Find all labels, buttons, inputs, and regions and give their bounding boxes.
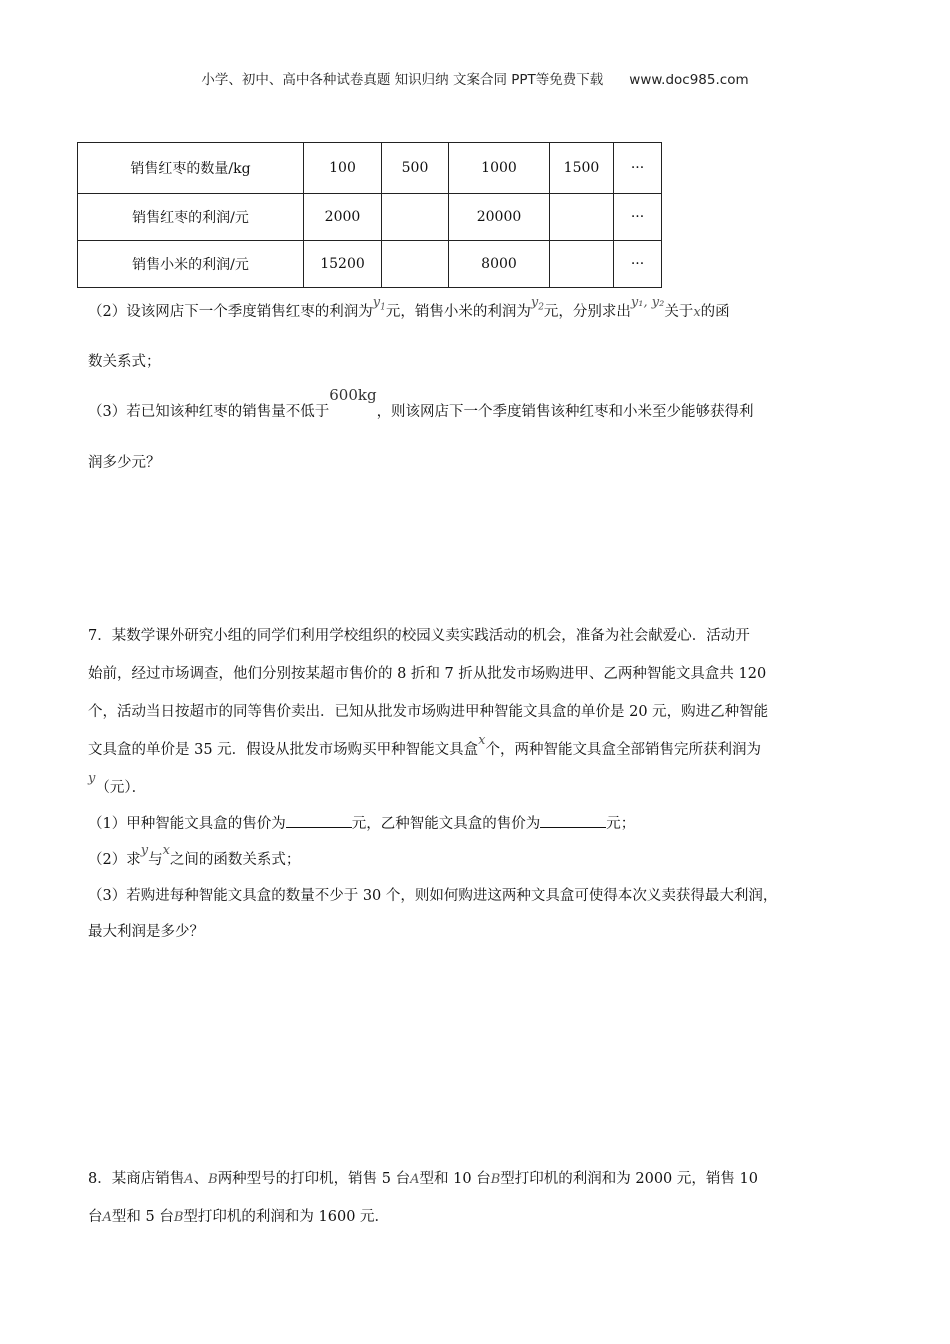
math-x: x [693,305,701,320]
math-y: y [140,843,149,858]
header-site: www.doc985.com [629,72,749,88]
math-y1: $y_1$ [372,295,386,313]
table-cell: 20000 [449,194,550,241]
table-cell [382,194,449,241]
table-cell: 销售红枣的数量/kg [78,143,304,194]
math-y1-y2: y₁, y₂ [630,295,665,310]
math-y: y [88,771,96,786]
q7-line3: 个，活动当日按超市的同等售价卖出．已知从批发市场购进甲种智能文具盒的单价是 20 元，购进乙种智能 [88,704,769,720]
q7-line5: y（元）． [88,771,147,796]
table-cell: ··· [614,143,662,194]
q7-sub3-line2: 最大利润是多少？ [88,924,204,940]
answer-blank[interactable] [286,813,352,828]
q6-part2-line2: 数关系式； [88,354,161,370]
q6-part3-line2: 润多少元？ [88,455,161,471]
header-text: 小学、初中、高中各种试卷真题 知识归纳 文案合同 PPT等免费下载 [201,72,604,88]
q7-line2: 始前，经过市场调查，他们分别按某超市售价的 8 折和 7 折从批发市场购进甲、乙两种智能文具盒共 120 [88,666,767,682]
table-cell: 8000 [449,241,550,288]
math-B: B [173,1210,184,1225]
math-A: A [410,1172,420,1187]
table-cell [382,241,449,288]
table-cell: 销售红枣的利润/元 [78,194,304,241]
table-cell: 100 [304,143,382,194]
math-B: B [208,1172,218,1187]
q7-sub3-line1: （3）若购进每种智能文具盒的数量不少于 30 个，则如何购进这两种文具盒可使得本次义卖获得最大利润， [88,888,778,904]
q8-line2: 台A型和 5 台B型打印机的利润和为 1600 元． [88,1209,390,1225]
q7-line4: 文具盒的单价是 35 元．假设从批发市场购买甲种智能文具盒x个，两种智能文具盒全部销售完所获利润为 [88,733,762,758]
table-cell: ··· [614,241,662,288]
q6-part3-line1: （3）若已知该种红枣的销售量不低于600kg，则该网店下一个季度销售该种红枣和小米至少能够获得利 [88,386,754,420]
q7-sub1: （1）甲种智能文具盒的售价为 元，乙种智能文具盒的售价为 元； [88,812,635,833]
table-cell: ··· [614,194,662,241]
table-cell: 15200 [304,241,382,288]
table-row [78,194,662,241]
table-cell: 销售小米的利润/元 [78,241,304,288]
math-x: x [162,843,170,858]
math-A: A [102,1210,112,1225]
math-x: x [478,733,486,748]
math-B: B [490,1172,501,1187]
math-A: A [184,1172,194,1187]
table-row [78,143,662,194]
table-cell: 1000 [449,143,550,194]
q7-line1: 7．某数学课外研究小组的同学们利用学校组织的校园义卖实践活动的机会，准备为社会献爱心．活动开 [88,628,750,644]
math-600kg: 600kg [329,386,377,404]
table-cell: 2000 [304,194,382,241]
q7-sub2: （2）求y与x之间的函数关系式； [88,843,301,868]
table-cell [550,241,614,288]
data-table [77,142,662,288]
math-y2: $y_2$ [530,295,544,313]
page-header [0,68,950,88]
answer-blank[interactable] [540,813,606,828]
q8-line1: 8．某商店销售A、B两种型号的打印机，销售 5 台A型和 10 台B型打印机的利润和为 2000 元，销售 10 [88,1171,758,1187]
table-cell [550,194,614,241]
q6-part2-line1: （2）设该网店下一个季度销售红枣的利润为$y_1$元，销售小米的利润为$y_2$元，分别求出y₁, y₂关于x的函 [88,295,730,320]
table-cell: 500 [382,143,449,194]
table-row [78,241,662,288]
table-cell: 1500 [550,143,614,194]
